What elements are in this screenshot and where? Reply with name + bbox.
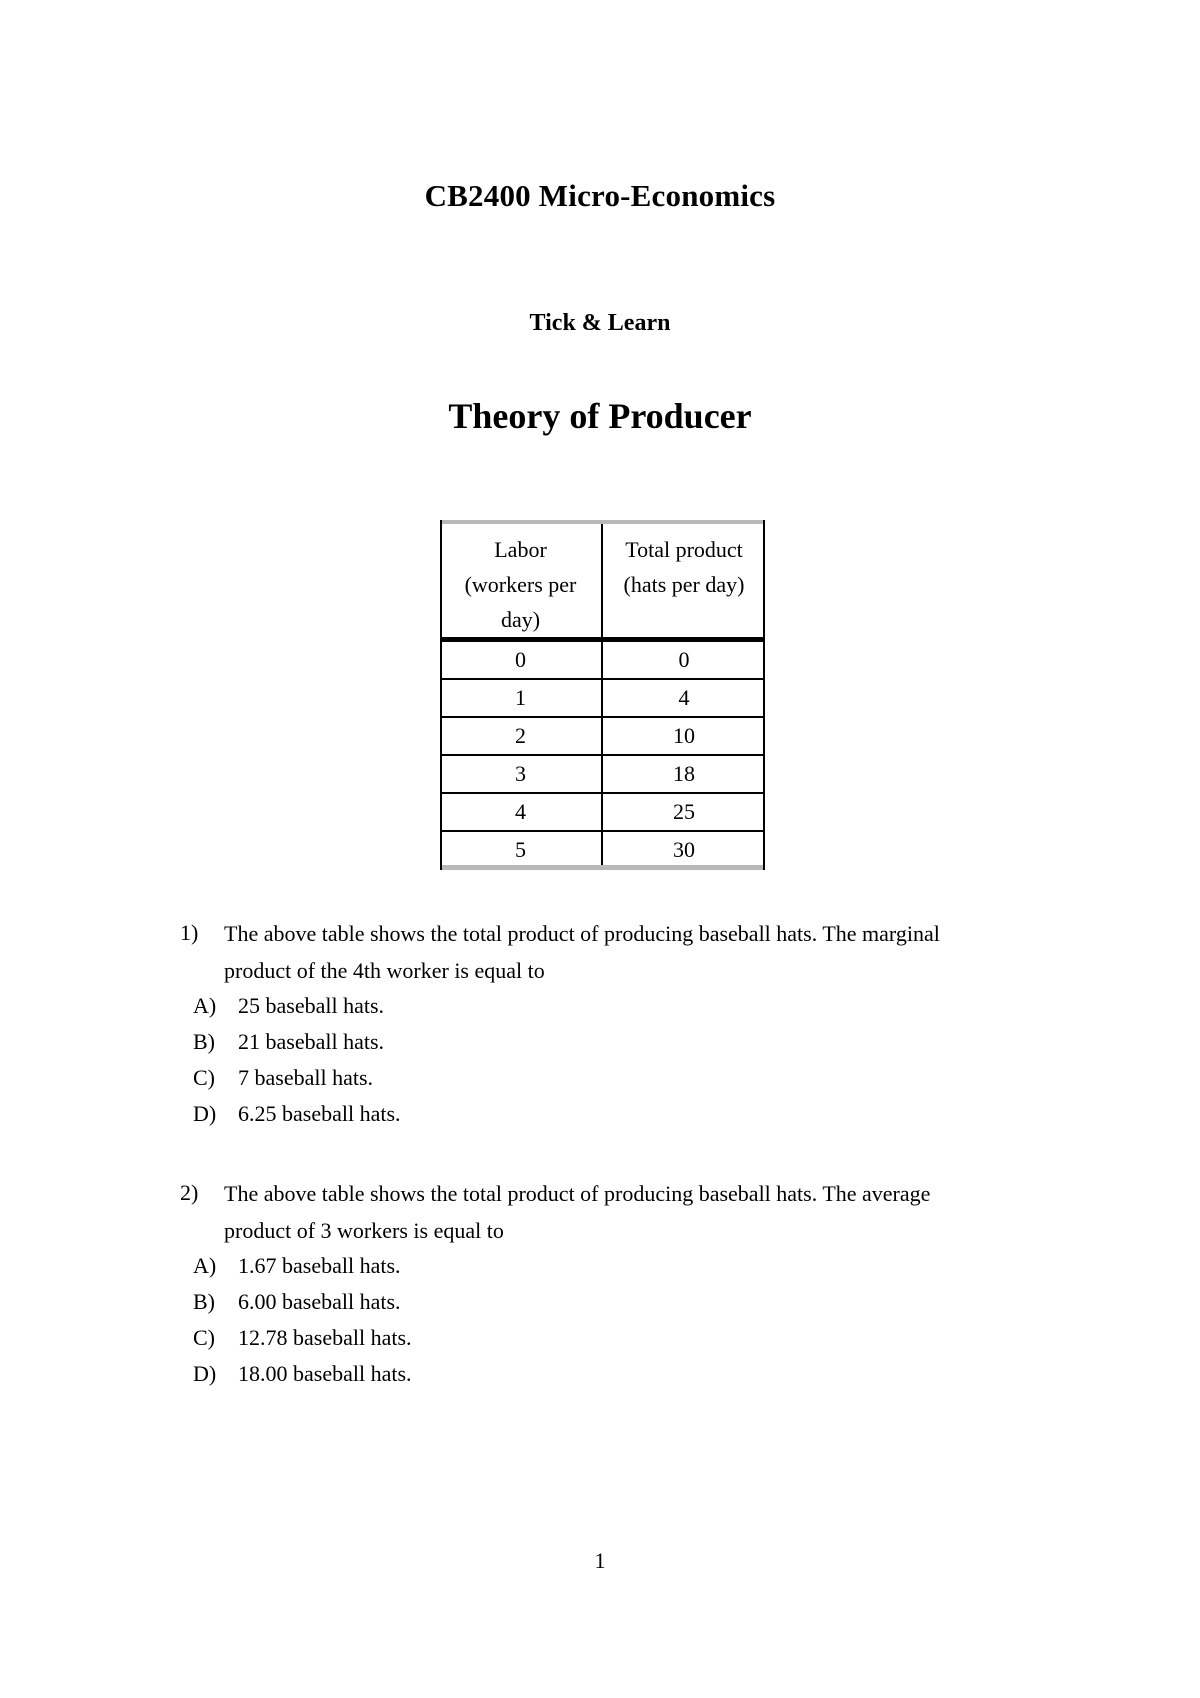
answer-option-b[interactable] (193, 1289, 401, 1315)
option-letter: D) (193, 1101, 217, 1126)
table-row (440, 831, 765, 868)
page-title: Theory of Producer (448, 396, 752, 436)
total-product-cell: 25 (673, 799, 695, 824)
header-text: (hats per day) (623, 572, 745, 597)
production-table (440, 520, 765, 868)
table-top-rule (440, 520, 765, 524)
column-header-labor (440, 520, 602, 640)
answer-option-d[interactable] (193, 1361, 412, 1387)
question-text-line: The above table shows the total product of producing baseball hats. The marginal (224, 921, 940, 946)
total-product-cell: 18 (673, 761, 695, 786)
option-text: 6.00 baseball hats. (238, 1289, 401, 1314)
option-text: 7 baseball hats. (238, 1065, 374, 1090)
answer-option-c[interactable] (193, 1325, 412, 1351)
page-number: 1 (594, 1548, 606, 1573)
table-header-row (440, 520, 765, 640)
option-text: 1.67 baseball hats. (238, 1253, 401, 1278)
option-text: 18.00 baseball hats. (238, 1361, 412, 1386)
table-row (440, 717, 765, 755)
option-letter: B) (193, 1289, 215, 1314)
option-letter: B) (193, 1029, 215, 1054)
total-product-cell: 4 (678, 685, 690, 710)
header-text: Total product (625, 537, 743, 562)
labor-cell: 4 (440, 793, 602, 831)
answer-option-b[interactable] (193, 1029, 384, 1055)
option-text: 21 baseball hats. (238, 1029, 385, 1054)
table-bottom-rule (440, 865, 765, 870)
answer-option-c[interactable] (193, 1065, 373, 1091)
option-text: 6.25 baseball hats. (238, 1101, 401, 1126)
header-text: day) (500, 607, 541, 632)
question-number: 1) (180, 920, 199, 945)
question-text (224, 915, 1064, 989)
header-text: Labor (494, 537, 547, 562)
option-letter: D) (193, 1361, 217, 1386)
option-letter: A) (193, 1253, 217, 1278)
option-letter: A) (193, 993, 217, 1018)
column-header-total-product (602, 520, 765, 640)
labor-cell: 0 (440, 640, 602, 680)
course-title: CB2400 Micro-Economics (424, 178, 776, 213)
subtitle: Tick & Learn (529, 310, 671, 336)
table-row (440, 640, 765, 680)
labor-cell: 1 (440, 679, 602, 717)
answer-option-a[interactable] (193, 993, 384, 1019)
question-number: 2) (180, 1180, 199, 1205)
table-left-border (440, 520, 442, 870)
option-text: 25 baseball hats. (238, 993, 385, 1018)
total-product-cell: 0 (678, 647, 690, 672)
question-text-line: The above table shows the total product of producing baseball hats. The average (224, 1181, 931, 1206)
question-text (224, 1175, 1064, 1249)
option-letter: C) (193, 1325, 215, 1350)
table-row (440, 755, 765, 793)
question-text-line: product of 3 workers is equal to (224, 1218, 504, 1243)
answer-option-d[interactable] (193, 1101, 401, 1127)
labor-cell: 3 (440, 755, 602, 793)
option-text: 12.78 baseball hats. (238, 1325, 412, 1350)
table-row (440, 679, 765, 717)
option-letter: C) (193, 1065, 215, 1090)
answer-option-a[interactable] (193, 1253, 401, 1279)
header-text: (workers per (464, 572, 577, 597)
labor-cell: 2 (440, 717, 602, 755)
table-right-border (763, 520, 765, 870)
table-row (440, 793, 765, 831)
total-product-cell: 30 (673, 837, 695, 862)
question-text-line: product of the 4th worker is equal to (224, 958, 545, 983)
total-product-cell: 10 (673, 723, 695, 748)
labor-cell: 5 (440, 831, 602, 868)
